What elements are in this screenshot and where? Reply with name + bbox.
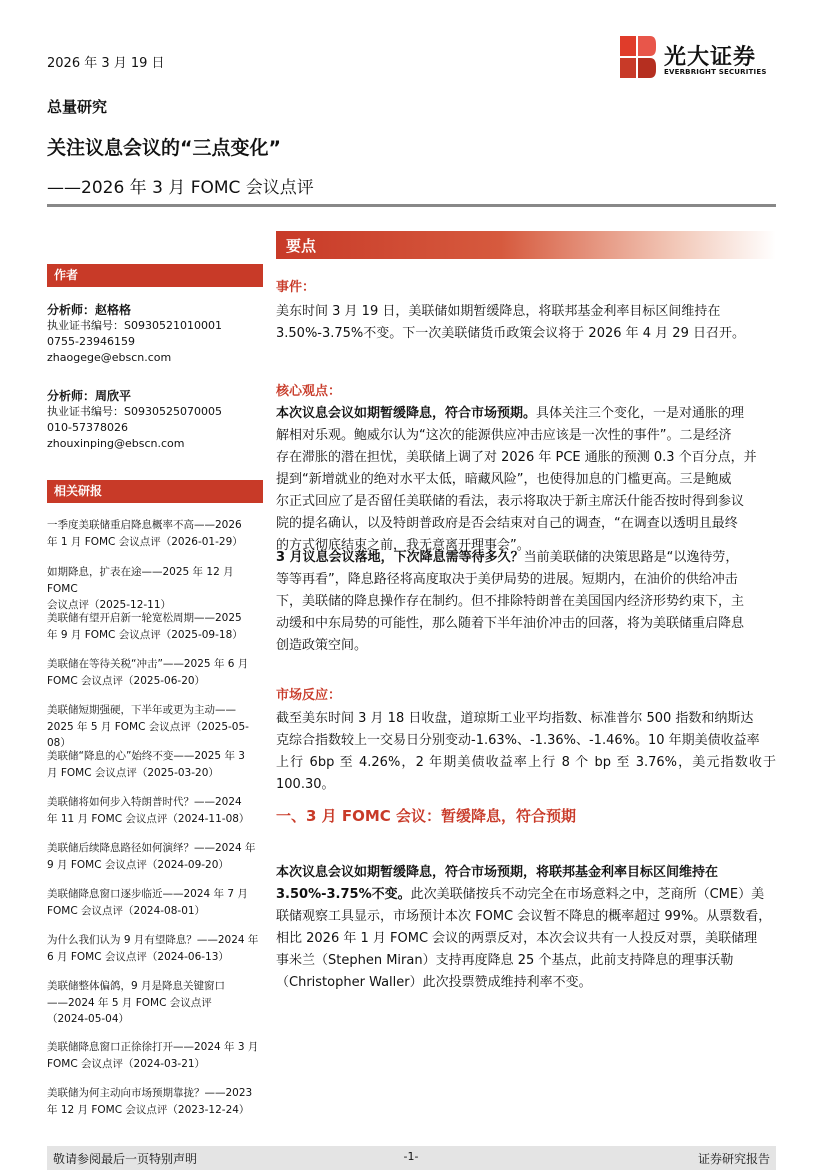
related-item-line: 美联储短期强硬，下半年或更为主动—— bbox=[47, 704, 236, 716]
market-reaction-paragraph bbox=[276, 708, 776, 796]
related-item[interactable] bbox=[47, 517, 263, 550]
page-number: -1- bbox=[403, 1150, 419, 1163]
author-phone: 0755-23946159 bbox=[47, 335, 135, 348]
brand-name-cn: 光大证券 bbox=[664, 45, 757, 70]
section-1-paragraph bbox=[276, 862, 776, 994]
related-item-line: FOMC 会议点评（2024-03-21） bbox=[47, 1057, 206, 1070]
text-line: 尔正式回应了是否留任美联储的看法，表示将取决于新主席沃什能否按时得到参议 bbox=[276, 494, 745, 509]
related-item-line: 会议点评（2025-12-11） bbox=[47, 599, 172, 611]
related-item-line: FOMC 会议点评（2024-08-01） bbox=[47, 904, 206, 917]
text-line: 动缓和中东局势的可能性，那么随着下半年油价冲击的回落，将为美联储重启降息 bbox=[276, 616, 745, 631]
text-line: 截至美东时间 3 月 18 日收盘，道琼斯工业平均指数、标准普尔 500 指数和纳斯达 bbox=[276, 711, 754, 726]
core-view-paragraph-2 bbox=[276, 547, 776, 657]
related-item-line: 年 9 月 FOMC 会议点评（2025-09-18） bbox=[47, 628, 243, 641]
core-views-label: 核心观点： bbox=[276, 384, 342, 399]
related-item[interactable] bbox=[47, 794, 263, 827]
header-divider bbox=[47, 204, 776, 207]
text-span: 此次美联储按兵不动完全在市场意料之中，芝商所（CME）美 bbox=[410, 887, 765, 902]
text-line: （Christopher Waller）此次投票赞成维持利率不变。 bbox=[276, 975, 592, 990]
text-line: 提到“新增就业的绝对水平太低，暗藏风险”，也使得加息的门槛更高。三是鲍威 bbox=[276, 472, 732, 487]
related-item-line: 年 12 月 FOMC 会议点评（2023-12-24） bbox=[47, 1103, 250, 1116]
text-line: 克综合指数较上一交易日分别变动-1.63%、-1.36%、-1.46%。10 年期美债收益率 bbox=[276, 733, 760, 748]
related-item-line: 年 11 月 FOMC 会议点评（2024-11-08） bbox=[47, 812, 250, 825]
page-subtitle: ——2026 年 3 月 FOMC 会议点评 bbox=[47, 178, 314, 198]
text-line: 解相对乐观。鲍威尔认为“这次的能源供应冲击应该是一次性的事件”。二是经济 bbox=[276, 428, 732, 443]
text-line: 的方式彻底结束之前，我无意离开理事会”。 bbox=[276, 538, 530, 553]
event-paragraph bbox=[276, 301, 776, 345]
report-date: 2026 年 3 月 19 日 bbox=[47, 56, 165, 71]
text-line: 院的提名确认，以及特朗普政府是否会结束对自己的调查，“在调查以透明且最终 bbox=[276, 516, 738, 531]
author-phone: 010-57378026 bbox=[47, 421, 128, 434]
related-list bbox=[47, 517, 263, 1137]
related-item-line: 美联储在等待关税“冲击”——2025 年 6 月 bbox=[47, 658, 249, 670]
authors-header: 作者 bbox=[47, 264, 263, 287]
core-view-paragraph-1 bbox=[276, 403, 776, 557]
everbright-logo-icon bbox=[616, 34, 660, 80]
text-line: 美东时间 3 月 19 日，美联储如期暂缓降息，将联邦基金利率目标区间维持在 bbox=[276, 304, 721, 319]
related-item[interactable] bbox=[47, 840, 263, 873]
related-item-line: 2025 年 5 月 FOMC 会议点评（2025-05-08） bbox=[47, 720, 249, 749]
text-line: 3.50%-3.75%不变。下一次美联储货币政策会议将于 2026 年 4 月 29 日召开。 bbox=[276, 326, 745, 341]
text-line: 下，美联储的降息操作存在制约。但不排除特朗普在美国国内经济形势约束下，主 bbox=[276, 594, 745, 609]
text-line: 存在滞胀的潜在担忧，美联储上调了对 2026 年 PCE 通胀的预测 0.3 个百分点，并 bbox=[276, 450, 757, 465]
brand-name-en: EVERBRIGHT SECURITIES bbox=[664, 68, 767, 76]
author-name: 分析师：赵格格 bbox=[47, 303, 132, 317]
related-item[interactable] bbox=[47, 702, 263, 752]
related-item-line: 美联储后续降息路径如何演绎？——2024 年 bbox=[47, 842, 256, 854]
text-line bbox=[276, 547, 776, 569]
text-line bbox=[276, 884, 776, 906]
text-line bbox=[276, 403, 776, 425]
related-item[interactable] bbox=[47, 1039, 263, 1072]
related-item[interactable] bbox=[47, 932, 263, 965]
text-line: 上行 6bp 至 4.26%，2 年期美债收益率上行 8 个 bp 至 3.76%，美元指数收于 100.30。 bbox=[276, 755, 776, 792]
core-view-1-lead: 本次议息会议如期暂缓降息，符合市场预期。 bbox=[276, 406, 537, 421]
key-points-banner bbox=[276, 231, 776, 259]
text-line: 事米兰（Stephen Miran）支持再度降息 25 个基点，此前支持降息的理事沃勒 bbox=[276, 953, 734, 968]
related-item[interactable] bbox=[47, 886, 263, 919]
text-line: 创造政策空间。 bbox=[276, 638, 368, 653]
related-item-line: 如期降息，扩表在途——2025 年 12 月 FOMC bbox=[47, 566, 234, 595]
section-1-lead-rate: 3.50%-3.75%不变。 bbox=[276, 887, 411, 902]
related-item[interactable] bbox=[47, 564, 263, 614]
related-item-line: 一季度美联储重启降息概率不高——2026 bbox=[47, 519, 242, 531]
footer-report-type: 证券研究报告 bbox=[697, 1152, 770, 1166]
text-span: 当前美联储的决策思路是“以逸待劳， bbox=[523, 550, 739, 565]
related-header: 相关研报 bbox=[47, 480, 263, 503]
related-item-line: 美联储整体偏鸽，9 月是降息关键窗口 bbox=[47, 980, 226, 992]
section-1-heading: 一、3 月 FOMC 会议：暂缓降息，符合预期 bbox=[276, 807, 577, 825]
text-line: 联储观察工具显示，市场预计本次 FOMC 会议暂不降息的概率超过 99%。从票数看， bbox=[276, 909, 772, 924]
text-line: 等等再看”，降息路径将高度取决于美伊局势的进展。短期内，在油价的供给冲击 bbox=[276, 572, 738, 587]
related-item[interactable] bbox=[47, 610, 263, 643]
brand-logo bbox=[612, 34, 782, 82]
related-item-line: （2024-05-04） bbox=[47, 1013, 130, 1025]
related-item-line: 美联储降息窗口逐步临近——2024 年 7 月 bbox=[47, 888, 248, 900]
related-item-line: 美联储降息窗口正徐徐打开——2024 年 3 月 bbox=[47, 1041, 259, 1053]
related-item-line: 为什么我们认为 9 月有望降息？——2024 年 bbox=[47, 934, 259, 946]
page-footer bbox=[47, 1146, 776, 1170]
related-item[interactable] bbox=[47, 1085, 263, 1118]
footer-disclaimer: 敬请参阅最后一页特别声明 bbox=[53, 1152, 198, 1166]
related-item-line: 美联储“降息的心”始终不变——2025 年 3 bbox=[47, 750, 245, 762]
related-item-line: 年 1 月 FOMC 会议点评（2026-01-29） bbox=[47, 535, 243, 548]
related-item-line: 月 FOMC 会议点评（2025-03-20） bbox=[47, 766, 219, 779]
market-reaction-label: 市场反应： bbox=[276, 688, 342, 703]
related-item-line: 6 月 FOMC 会议点评（2024-06-13） bbox=[47, 950, 229, 963]
report-category: 总量研究 bbox=[47, 98, 108, 116]
related-item[interactable] bbox=[47, 978, 263, 1028]
related-item[interactable] bbox=[47, 748, 263, 781]
section-1-lead: 本次议息会议如期暂缓降息，符合市场预期，将联邦基金利率目标区间维持在 bbox=[276, 865, 719, 880]
related-item-line: FOMC 会议点评（2025-06-20） bbox=[47, 674, 206, 687]
related-item-line: 美联储有望开启新一轮宽松周期——2025 bbox=[47, 612, 242, 624]
page-title: 关注议息会议的“三点变化” bbox=[47, 137, 281, 159]
author-cert: 执业证书编号：S0930521010001 bbox=[47, 319, 222, 332]
related-item-line: 美联储为何主动向市场预期靠拢？——2023 bbox=[47, 1087, 253, 1099]
author-block-2 bbox=[47, 388, 263, 452]
author-email[interactable]: zhaogege@ebscn.com bbox=[47, 351, 172, 364]
text-span: 具体关注三个变化，一是对通胀的理 bbox=[536, 406, 745, 421]
key-points-title: 要点 bbox=[286, 237, 317, 255]
author-email[interactable]: zhouxinping@ebscn.com bbox=[47, 437, 185, 450]
author-block-1 bbox=[47, 302, 263, 366]
related-item-line: 美联储将如何步入特朗普时代？——2024 bbox=[47, 796, 242, 808]
core-view-2-lead: 3 月议息会议落地，下次降息需等待多久？ bbox=[276, 550, 524, 565]
related-item[interactable] bbox=[47, 656, 263, 689]
related-item-line: 9 月 FOMC 会议点评（2024-09-20） bbox=[47, 858, 229, 871]
author-name: 分析师：周欣平 bbox=[47, 389, 132, 403]
text-line bbox=[276, 862, 776, 884]
author-cert: 执业证书编号：S0930525070005 bbox=[47, 405, 222, 418]
related-item-line: ——2024 年 5 月 FOMC 会议点评 bbox=[47, 996, 212, 1009]
text-line: 相比 2026 年 1 月 FOMC 会议的两票反对，本次会议共有一人投反对票，美联储理 bbox=[276, 931, 758, 946]
event-label: 事件： bbox=[276, 280, 316, 295]
